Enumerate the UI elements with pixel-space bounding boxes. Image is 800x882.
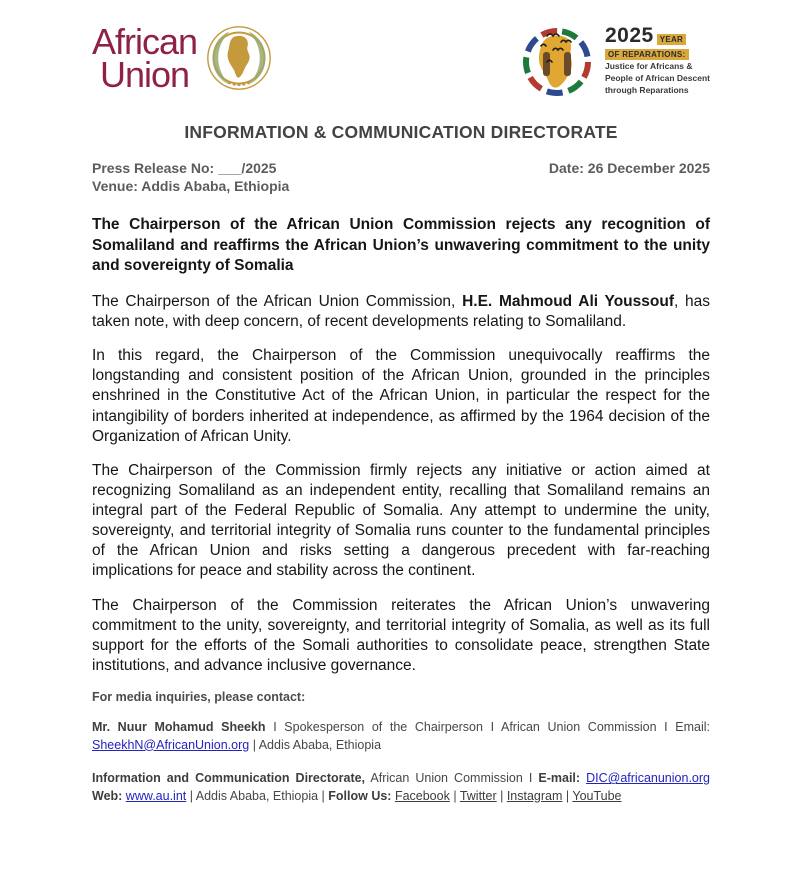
- au-logo-line2: Union: [99, 54, 190, 95]
- reparations-tagline-2: People of African Descent: [604, 72, 710, 83]
- youtube-link[interactable]: YouTube: [572, 788, 622, 803]
- release-paragraph-1: [92, 292, 710, 332]
- release-date: Date: 26 December 2025: [548, 160, 710, 176]
- release-paragraph-4: The Chairperson of the Commission reiterates the African Union’s unwavering commitment to the unity, sovereignty, and territorial integrity of Somalia, as well as its full support for the efforts of the Somali authorities to consolidate peace, strengthen State institutions, and advance inclusive governance.: [92, 596, 710, 675]
- release-title: The Chairperson of the African Union Commission rejects any recognition of Somaliland and reaffirms the African Union’s unwavering commitment to the unity and sovereignty of Somalia: [92, 216, 710, 274]
- footer-directorate: Information and Communication Directorate,: [92, 771, 366, 786]
- footer-email-label: E-mail:: [538, 771, 587, 786]
- footer-email-link[interactable]: DIC@africanunion.org: [586, 771, 710, 786]
- au-logo: [92, 20, 273, 95]
- release-body: [92, 215, 710, 676]
- au-logo-line1: African: [92, 20, 198, 62]
- media-inquiries-heading: For media inquiries, please contact:: [92, 690, 306, 705]
- para1-post: , has taken note, with deep concern, of recent developments relating to Somaliland.: [92, 292, 711, 330]
- au-logo-wordmark: [92, 20, 198, 95]
- reparations-logo: [517, 20, 710, 100]
- venue: Venue: Addis Ababa, Ethiopia: [92, 178, 290, 195]
- reparations-emblem-icon: [517, 20, 597, 100]
- press-release-number: Press Release No: ___/2025: [92, 160, 277, 176]
- spokesperson-contact: [92, 719, 710, 754]
- facebook-link[interactable]: Facebook: [394, 788, 450, 803]
- separator: |: [449, 788, 460, 803]
- release-meta: [92, 159, 710, 195]
- separator: |: [496, 788, 507, 803]
- reparations-tagline-1: Justice for Africans &: [604, 60, 693, 71]
- spokesperson-name: Mr. Nuur Mohamud Sheekh: [92, 720, 266, 735]
- header-logos: [92, 16, 710, 100]
- release-paragraph-2: In this regard, the Chairperson of the Commission unequivocally reaffirms the longstanding and consistent position of the African Union, grounded in the principles enshrined in the Constitutive Act of the African Union, in particular the respect for the intangibility of borders inherited at independence, as affirmed by the 1964 decision of the Organization of African Unity.: [92, 347, 710, 445]
- au-emblem-icon: [205, 24, 273, 92]
- reparations-year-label: YEAR: [657, 34, 686, 45]
- twitter-link[interactable]: Twitter: [459, 788, 497, 803]
- spokesperson-location: | Addis Ababa, Ethiopia: [249, 737, 382, 752]
- reparations-logo-text: [605, 24, 710, 96]
- reparations-subtitle: OF REPARATIONS:: [605, 49, 689, 60]
- reparations-tagline-3: through Reparations: [604, 85, 689, 96]
- footer-website-link[interactable]: www.au.int: [125, 788, 187, 803]
- footer-web-label: Web:: [92, 788, 126, 803]
- footer-commission: African Union Commission I: [365, 771, 539, 786]
- para1-pre: The Chairperson of the African Union Commission,: [92, 292, 463, 310]
- reparations-year: 2025: [604, 23, 654, 47]
- footer-contact-block: [92, 770, 710, 805]
- spokesperson-role: I Spokesperson of the Chairperson I African Union Commission I Email:: [265, 720, 710, 735]
- footer-address: | Addis Ababa, Ethiopia |: [186, 788, 329, 803]
- instagram-link[interactable]: Instagram: [506, 788, 563, 803]
- chairperson-name: H.E. Mahmoud Ali Youssouf: [462, 292, 674, 310]
- release-paragraph-3: The Chairperson of the Commission firmly rejects any initiative or action aimed at recognizing Somaliland as an independent entity, recalling that Somaliland remains an integral part of the Federal Republic of Somalia. Any attempt to undermine the unity, sovereignty, and territorial integrity of Somalia runs counter to the fundamental principles of the African Union and risks setting a dangerous precedent with far-reaching implications for peace and stability across the continent.: [92, 461, 710, 580]
- footer-follow-label: Follow Us:: [328, 788, 395, 803]
- spokesperson-email-link[interactable]: SheekhN@AfricanUnion.org: [92, 737, 250, 752]
- separator: |: [562, 788, 573, 803]
- directorate-title: INFORMATION & COMMUNICATION DIRECTORATE: [184, 122, 618, 142]
